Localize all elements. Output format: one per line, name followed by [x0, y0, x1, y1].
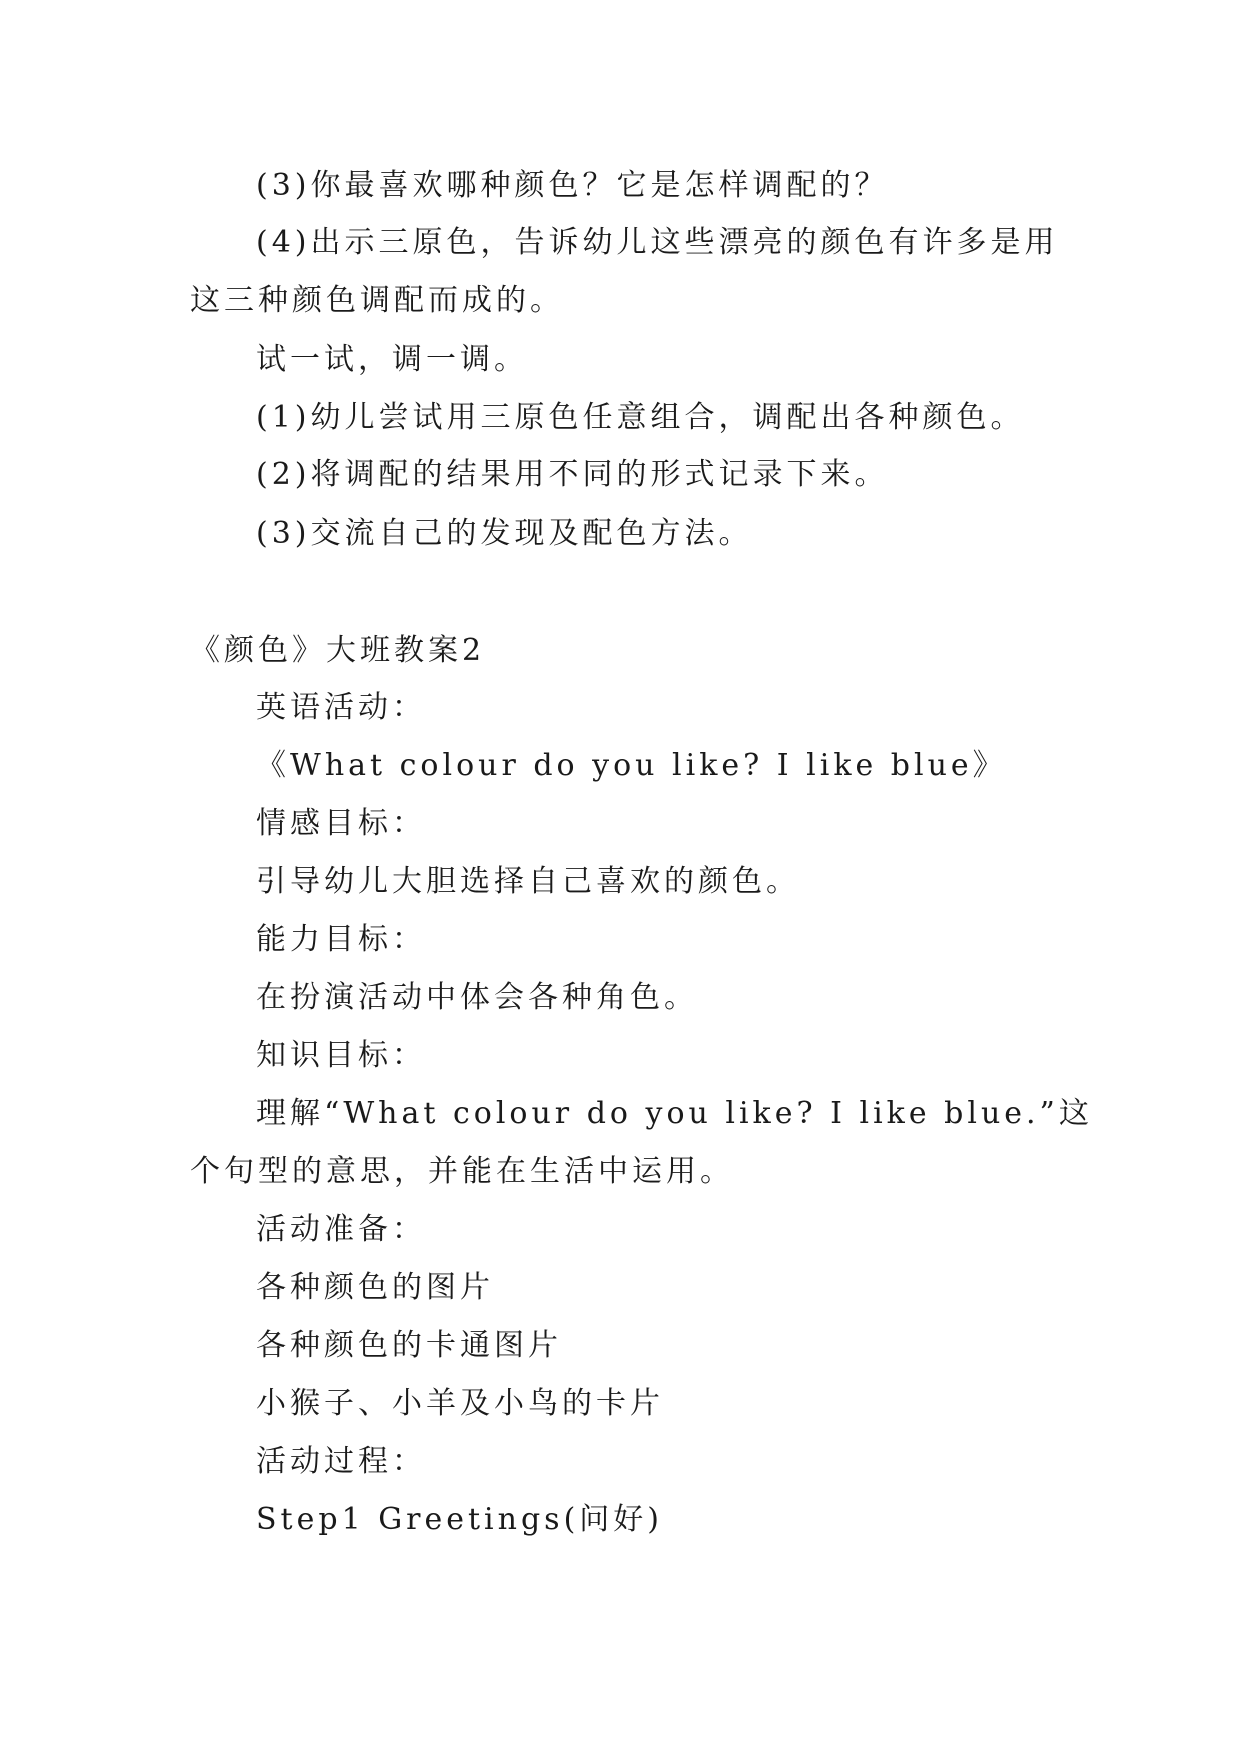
text-line: Step1 Greetings(问好): [256, 1502, 663, 1537]
text-line: 个句型的意思，并能在生活中运用。: [190, 1154, 734, 1189]
text-line: (4)出示三原色，告诉幼儿这些漂亮的颜色有许多是用: [256, 225, 1059, 260]
text-line: 各种颜色的卡通图片: [256, 1328, 562, 1363]
text-line: 情感目标：: [256, 806, 426, 841]
text-line: 《What colour do you like? I like blue》: [256, 748, 1007, 783]
text-line: 在扮演活动中体会各种角色。: [256, 980, 698, 1015]
text-line: 能力目标：: [256, 922, 426, 957]
text-line: 活动准备：: [256, 1212, 426, 1247]
text-line: (1)幼儿尝试用三原色任意组合，调配出各种颜色。: [256, 400, 1025, 435]
text-line: 引导幼儿大胆选择自己喜欢的颜色。: [256, 864, 800, 899]
text-line: (3)你最喜欢哪种颜色？它是怎样调配的？: [256, 168, 889, 203]
text-line: 小猴子、小羊及小鸟的卡片: [256, 1386, 664, 1421]
text-line: 理解“What colour do you like? I like blue.”这: [256, 1096, 1093, 1131]
text-line: (3)交流自己的发现及配色方法。: [256, 516, 753, 551]
text-line: 各种颜色的图片: [256, 1270, 494, 1305]
section-title: 《颜色》大班教案2: [190, 633, 486, 668]
text-line: 英语活动：: [256, 690, 426, 725]
text-line: 活动过程：: [256, 1444, 426, 1479]
text-line: 知识目标：: [256, 1038, 426, 1073]
text-line: (2)将调配的结果用不同的形式记录下来。: [256, 457, 889, 492]
text-line: 这三种颜色调配而成的。: [190, 283, 564, 318]
text-line: 试一试，调一调。: [256, 342, 528, 377]
